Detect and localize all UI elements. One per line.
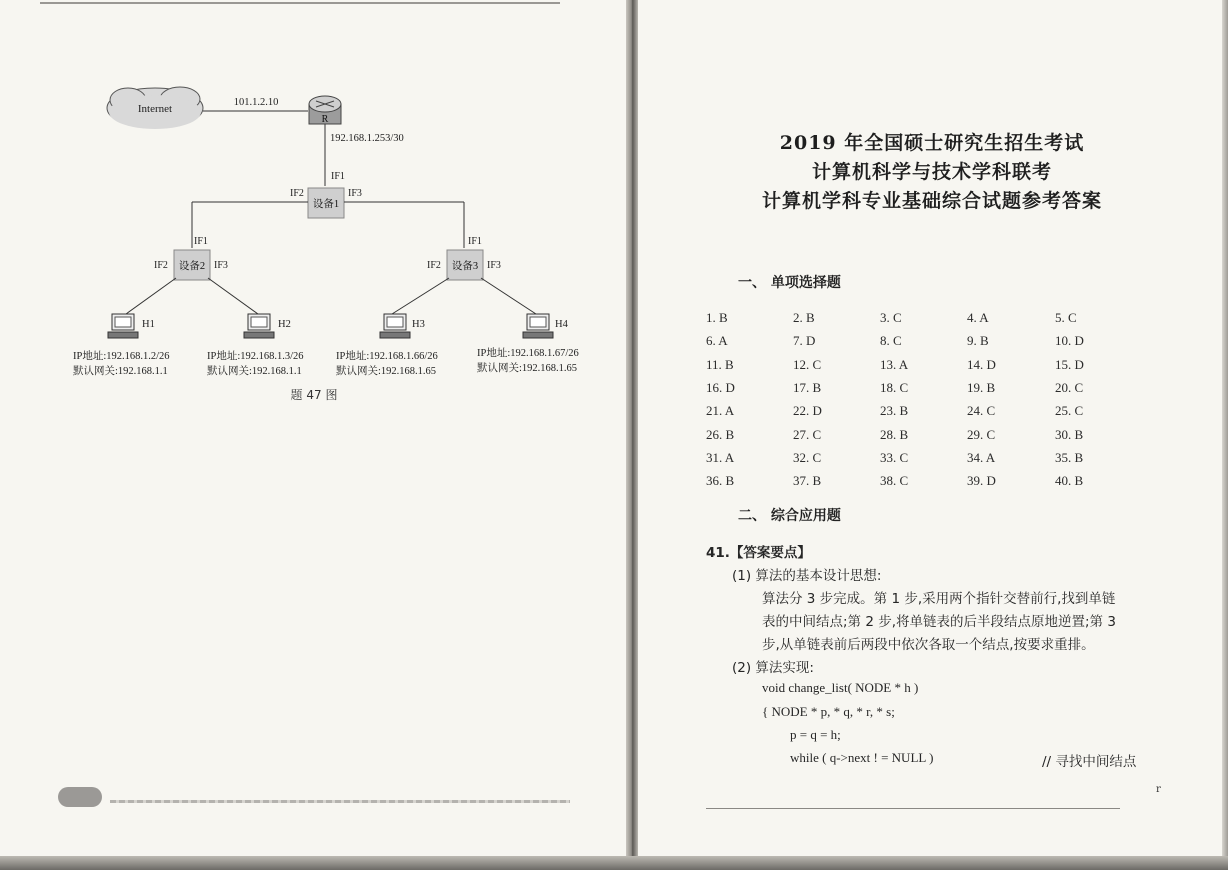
answer-item: 34. A — [967, 449, 996, 465]
stray-mark: r — [1156, 784, 1161, 795]
part1-line-2: 表的中间结点;第 2 步,将单链表的后半段结点原地逆置;第 3 — [762, 614, 1116, 630]
answer-item: 36. B — [706, 473, 735, 489]
code-comment: // 寻找中间结点 — [1042, 754, 1137, 770]
answer-item: 10. D — [1055, 333, 1084, 349]
computer-icon — [523, 314, 553, 338]
bottom-edge — [0, 856, 1228, 870]
host2-name: H2 — [278, 319, 291, 330]
answer-item: 22. D — [793, 403, 822, 419]
answer-item: 32. C — [793, 449, 822, 465]
answer-item: 39. D — [967, 473, 996, 489]
answer-item: 19. B — [967, 379, 996, 395]
code-line-2: { NODE * p, * q, * r, * s; — [762, 704, 895, 719]
answer-item: 33. C — [880, 449, 909, 465]
cloud-label: Internet — [137, 103, 173, 115]
answer-item: 11. B — [706, 356, 734, 372]
router-wan-ip: 101.1.2.10 — [233, 97, 279, 108]
device2-if2: IF2 — [154, 260, 168, 271]
answer-item: 24. C — [967, 403, 996, 419]
device2-if1: IF1 — [194, 236, 208, 247]
device3-if2: IF2 — [427, 260, 441, 271]
computer-icon — [380, 314, 410, 338]
part1-heading: (1) 算法的基本设计思想: — [732, 568, 882, 584]
section-heading-application: 二、 综合应用题 — [738, 508, 841, 524]
host1-name: H1 — [142, 319, 155, 330]
device3-if3: IF3 — [487, 260, 501, 271]
answer-item: 5. C — [1055, 310, 1077, 325]
host1-ip: IP地址:192.168.1.2/26 — [73, 351, 170, 362]
host2-gateway: 默认网关:192.168.1.1 — [207, 366, 302, 377]
title-line-3: 计算机学科专业基础综合试题参考答案 — [761, 190, 1102, 212]
answer-item: 38. C — [880, 473, 909, 489]
device2-if3: IF3 — [214, 260, 228, 271]
answer-item: 4. A — [967, 310, 989, 325]
host1-gateway: 默认网关:192.168.1.1 — [73, 366, 168, 377]
host4-gateway: 默认网关:192.168.1.65 — [477, 363, 578, 374]
title-line-2: 计算机科学与技术学科联考 — [811, 161, 1052, 183]
answer-item: 31. A — [706, 449, 735, 465]
answer-item: 27. C — [793, 426, 822, 442]
answer-item: 12. C — [793, 356, 822, 372]
computer-icon — [244, 314, 274, 338]
answer-item: 30. B — [1055, 426, 1084, 442]
answer-item: 15. D — [1055, 356, 1084, 372]
answer-item: 7. D — [793, 333, 816, 349]
answer-item: 37. B — [793, 473, 822, 489]
answer-item: 3. C — [880, 310, 902, 325]
answer-item: 35. B — [1055, 449, 1084, 465]
router-lan-subnet: 192.168.1.253/30 — [330, 133, 404, 144]
answer-item: 29. C — [967, 426, 996, 442]
host4-name: H4 — [555, 319, 568, 330]
host4-ip: IP地址:192.168.1.67/26 — [477, 348, 579, 359]
answer-item: 9. B — [967, 333, 989, 349]
answer-item: 18. C — [880, 379, 909, 395]
device1-if3: IF3 — [348, 188, 362, 199]
answer-item: 13. A — [880, 356, 909, 372]
answer-item: 21. A — [706, 403, 735, 419]
part1-line-1: 算法分 3 步完成。第 1 步,采用两个指针交替前行,找到单链 — [762, 591, 1116, 607]
answer-item: 1. B — [706, 310, 728, 325]
code-line-3: p = q = h; — [790, 727, 841, 742]
part2-heading: (2) 算法实现: — [732, 660, 814, 676]
answer-item: 2. B — [793, 310, 815, 325]
right-footer-rule — [706, 808, 1120, 809]
code-line-1: void change_list( NODE * h ) — [762, 680, 919, 695]
device1-if1: IF1 — [331, 171, 345, 182]
answer-item: 17. B — [793, 379, 822, 395]
figure-caption: 题 47 图 — [290, 388, 338, 402]
answer-item: 20. C — [1055, 379, 1084, 395]
page-number-badge — [58, 787, 102, 807]
q41-heading: 41.【答案要点】 — [706, 545, 811, 561]
device1-label: 设备1 — [312, 199, 340, 210]
left-footer-rule — [110, 800, 570, 803]
answer-item: 26. B — [706, 426, 735, 442]
device1-if2: IF2 — [290, 188, 304, 199]
device3-label: 设备3 — [451, 261, 479, 272]
answer-item: 14. D — [967, 356, 996, 372]
device2-label: 设备2 — [178, 261, 206, 272]
answer-item: 6. A — [706, 333, 728, 349]
computer-icon — [108, 314, 138, 338]
host3-gateway: 默认网关:192.168.1.65 — [336, 366, 437, 377]
title-line-1: 2019 年全国硕士研究生招生考试 — [779, 132, 1085, 154]
device3-if1: IF1 — [468, 236, 482, 247]
answer-item: 28. B — [880, 426, 909, 442]
code-line-4: while ( q->next ! = NULL ) — [790, 750, 934, 765]
host2-ip: IP地址:192.168.1.3/26 — [207, 351, 304, 362]
answer-item: 23. B — [880, 403, 909, 419]
host3-ip: IP地址:192.168.1.66/26 — [336, 351, 438, 362]
answer-item: 8. C — [880, 333, 902, 349]
answer-item: 16. D — [706, 379, 735, 395]
router-label: R — [321, 114, 329, 125]
section-heading-choice: 一、 单项选择题 — [738, 275, 841, 291]
answer-item: 25. C — [1055, 403, 1084, 419]
part1-line-3: 步,从单链表前后两段中依次各取一个结点,按要求重排。 — [762, 637, 1095, 653]
answer-item: 40. B — [1055, 473, 1084, 489]
host3-name: H3 — [412, 319, 425, 330]
network-diagram — [0, 0, 628, 400]
